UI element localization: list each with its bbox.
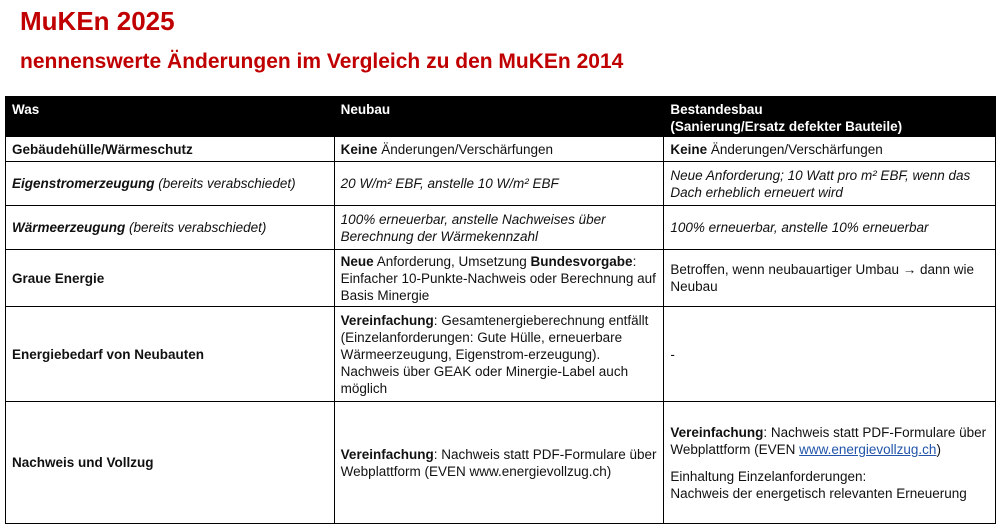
cell-neubau: Vereinfachung: Nachweis statt PDF-Formulare über Webplattform (EVEN www.energievollzug.ch) <box>334 402 664 524</box>
table-header <box>6 97 996 137</box>
header-was: Was <box>6 97 335 137</box>
cell-neubau: Vereinfachung: Gesamtenergieberechnung entfällt (Einzelanforderungen: Gute Hülle, erneuerbare Wärmeerzeugung, Eigenstrom-erzeugung). Nachweis über GEAK oder Minergie-Label auch möglich <box>334 307 664 402</box>
cell-neubau: Neue Anforderung, Umsetzung Bundesvorgabe: Einfacher 10-Punkte-Nachweis oder Berechnung auf Basis Minergie <box>334 250 664 307</box>
cell-was: Energiebedarf von Neubauten <box>6 307 335 402</box>
table-row <box>6 402 996 524</box>
header-neubau: Neubau <box>334 97 664 137</box>
cell-was: Graue Energie <box>6 250 335 307</box>
table-row <box>6 250 996 307</box>
cell-bestand: - <box>664 307 996 402</box>
cell-was: Wärmeerzeugung (bereits verabschiedet) <box>6 206 335 250</box>
page-subtitle: nennenswerte Änderungen im Vergleich zu den MuKEn 2014 <box>20 50 624 73</box>
cell-neubau: 100% erneuerbar, anstelle Nachweises über Berechnung der Wärmekennzahl <box>334 206 664 250</box>
cell-bestand: Neue Anforderung; 10 Watt pro m² EBF, wenn das Dach erheblich erneuert wird <box>664 162 996 206</box>
header-bestandesbau: Bestandesbau (Sanierung/Ersatz defekter Bauteile) <box>664 97 996 137</box>
cell-bestand: Vereinfachung: Nachweis statt PDF-Formulare über Webplattform (EVEN www.energievollzug.ch) Einhaltung Einzelanforderungen: Nachweis der energetisch relevanten Erneuerung <box>664 402 996 524</box>
table-row <box>6 137 996 162</box>
cell-neubau: Keine Änderungen/Verschärfungen <box>334 137 664 162</box>
page-title: MuKEn 2025 <box>20 6 175 36</box>
cell-bestand: Keine Änderungen/Verschärfungen <box>664 137 996 162</box>
cell-neubau: 20 W/m² EBF, anstelle 10 W/m² EBF <box>334 162 664 206</box>
cell-bestand: 100% erneuerbar, anstelle 10% erneuerbar <box>664 206 996 250</box>
table-row <box>6 162 996 206</box>
comparison-table <box>5 96 996 524</box>
cell-was: Nachweis und Vollzug <box>6 402 335 524</box>
energievollzug-link[interactable]: www.energievollzug.ch <box>799 441 937 457</box>
cell-was: Eigenstromerzeugung (bereits verabschiedet) <box>6 162 335 206</box>
cell-bestand: Betroffen, wenn neubauartiger Umbau → dann wie Neubau <box>664 250 996 307</box>
table-row <box>6 307 996 402</box>
table-row <box>6 206 996 250</box>
cell-was: Gebäudehülle/Wärmeschutz <box>6 137 335 162</box>
